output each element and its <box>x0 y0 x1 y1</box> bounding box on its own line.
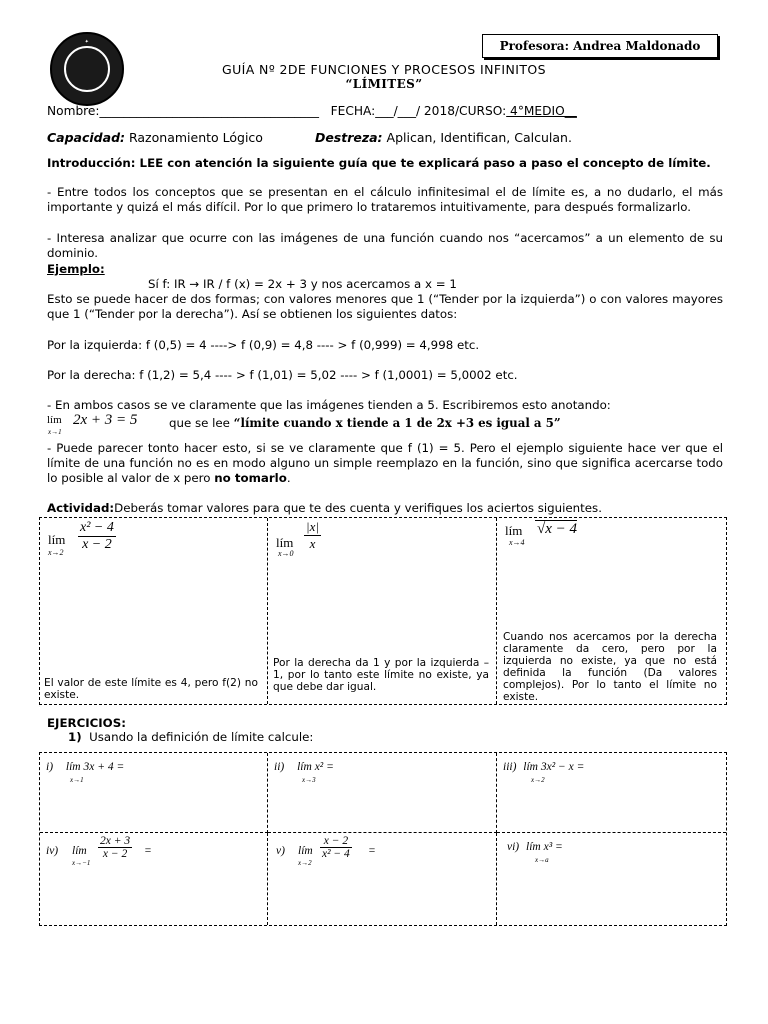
lim-subscript: x→2 <box>298 859 312 867</box>
actividad-line <box>47 501 602 516</box>
lim-word: lím <box>48 532 66 547</box>
derecha-values: Por la derecha: f (1,2) = 5,4 ---- > f (1,01) = 5,02 ---- > f (1,0001) = 5,0002 etc. <box>47 368 518 382</box>
fraction-denominator: x <box>309 536 316 551</box>
lim-read: “límite cuando x tiende a 1 de 2x +3 es igual a 5” <box>233 416 561 430</box>
capacidad-value: Razonamiento Lógico <box>125 130 263 145</box>
ejemplo-label: Ejemplo: <box>47 262 105 276</box>
lim-subscript: x→2 <box>531 776 545 784</box>
lim-subscript: x→1 <box>70 776 84 784</box>
limit-example-line <box>47 414 727 438</box>
p6-end: . <box>286 471 291 485</box>
fecha-field: ___/___/ 2018 <box>375 104 455 118</box>
profesora-box: Profesora: Andrea Maldonado <box>482 34 718 58</box>
destreza-label: Destreza: <box>314 130 383 145</box>
ejercicio-label: i) <box>46 761 54 773</box>
intro-paragraph: Introducción: LEE con atención la siguiente guía que te explicará paso a paso el concepto de límite. <box>47 156 711 170</box>
lim-read-prefix: que se lee <box>169 416 234 430</box>
ejercicio-label: v) <box>276 845 285 857</box>
lim-word: lím <box>298 845 313 857</box>
ejercicios-table <box>39 752 727 926</box>
fraction-denominator: x − 2 <box>82 537 112 552</box>
cell-note: Cuando nos acercamos por la derecha claramente da cero, pero por la izquierda no existe, ya que no está definida la función (Da valores complejos). Por lo tanto el límite no existe. <box>503 631 717 703</box>
fraction-numerator: 2x + 3 <box>100 835 131 847</box>
ejercicio-cell-iii[interactable] <box>497 753 726 833</box>
ejercicio-cell-v[interactable] <box>268 833 497 925</box>
nombre-label: Nombre: <box>47 104 100 118</box>
curso-label: /CURSO: <box>454 104 507 118</box>
lim-word: lím <box>297 761 312 773</box>
ejercicio-cell-i[interactable] <box>40 753 268 833</box>
fraction-numerator: x − 2 <box>320 835 352 848</box>
p6-emphasis: no tomarlo <box>214 471 287 485</box>
cell-note: El valor de este límite es 4, pero f(2) no existe. <box>44 677 258 701</box>
lim-expression: 2x + 3 = 5 <box>73 412 138 428</box>
lim-subscript: x→0 <box>278 549 294 558</box>
ejercicio-expression: x² = <box>314 761 334 773</box>
student-info-line <box>47 104 577 118</box>
actividad-cell-3 <box>497 518 726 704</box>
limit-fraction <box>320 835 352 860</box>
limit-fraction <box>98 835 132 860</box>
limit-fraction <box>304 519 321 552</box>
ejercicio-cell-iv[interactable] <box>40 833 268 925</box>
actividad-label: Actividad: <box>47 501 115 515</box>
ejercicio-expression: 3x² − x = <box>540 761 585 773</box>
lim-subscript: x→−1 <box>72 859 91 867</box>
sqrt-expression: √x − 4 <box>537 521 578 537</box>
intro-paragraph-5: - En ambos casos se ve claramente que las imágenes tienden a 5. Escribiremos esto anotando: <box>47 398 611 412</box>
lim-word: lím <box>505 523 523 538</box>
izquierda-values: Por la izquierda: f (0,5) = 4 ----> f (0,9) = 4,8 ---- > f (0,999) = 4,998 etc. <box>47 338 480 352</box>
curso-field: 4°MEDIO__ <box>506 104 577 118</box>
fraction-denominator: x − 2 <box>102 848 128 860</box>
intro-paragraph-3: - Interesa analizar que ocurre con las imágenes de una función cuando nos “acercamos” a un elemento de su dominio. <box>47 231 723 260</box>
ejercicio-label: ii) <box>274 761 285 773</box>
lim-subscript: x→2 <box>48 548 64 557</box>
equals-sign: = <box>368 845 376 857</box>
fraction-numerator: x² − 4 <box>80 520 114 535</box>
lim-subscript: x→4 <box>509 538 525 547</box>
ejemplo-definition: Sí f: IR → IR / f (x) = 2x + 3 y nos acercamos a x = 1 <box>148 277 457 291</box>
ejercicio-cell-ii[interactable] <box>268 753 497 833</box>
actividad-cell-2 <box>268 518 497 704</box>
ejercicio-text: Usando la definición de límite calcule: <box>89 730 314 744</box>
fraction-numerator: |x| <box>306 519 319 534</box>
ejercicios-title: EJERCICIOS: <box>47 716 126 730</box>
fraction-denominator: x² − 4 <box>322 848 350 860</box>
capacidad-label: Capacidad: <box>47 130 126 145</box>
capacidad-line <box>47 130 572 145</box>
lim-word: lím <box>47 414 62 426</box>
nombre-field: ____________________________________ <box>99 104 319 118</box>
lim-subscript: x→a <box>535 856 549 864</box>
lim-subscript: x→1 <box>48 428 62 436</box>
lim-word: lím <box>523 761 538 773</box>
ejercicio-label: iii) <box>503 761 517 773</box>
actividad-text: Deberás tomar valores para que te des cuenta y verifiques los aciertos siguientes. <box>114 501 602 515</box>
ejercicio-cell-vi[interactable] <box>497 833 726 925</box>
cell-note: Por la derecha da 1 y por la izquierda – 1, por lo tanto este límite no existe, ya que debe dar igual. <box>273 657 489 693</box>
intro-paragraph-2: - Entre todos los conceptos que se presentan en el cálculo infinitesimal el de límite es, a no dudarlo, el más importante y quizá el más difícil. Por lo que primero lo trataremos intuitivamente, para después formalizarlo. <box>47 185 723 214</box>
equals-sign: = <box>144 845 152 857</box>
lim-word: lím <box>72 845 87 857</box>
ejercicio-label: iv) <box>46 845 59 857</box>
intro-paragraph-4: Esto se puede hacer de dos formas; con valores menores que 1 (“Tender por la izquierda”) o con valores mayores que 1 (“Tender por la derecha”). Así se obtienen los siguientes datos: <box>47 292 723 321</box>
lim-word: lím <box>276 535 294 550</box>
lim-word: lím <box>526 841 541 853</box>
ejercicio-expression: 3x + 4 = <box>83 761 125 773</box>
ejercicio-expression: x³ = <box>543 841 563 853</box>
intro-paragraph-6 <box>47 441 723 486</box>
ejercicio-number: 1) <box>68 730 82 744</box>
p6-text: - Puede parecer tonto hacer esto, si se ve claramente que f (1) = 5. Pero el ejemplo siguiente hace ver que el límite de una función no es en modo alguno un simple reemplazo en la función, sino que significa acercarse todo lo posible al valor de x pero <box>47 441 723 485</box>
ejercicio-label: vi) <box>507 841 520 853</box>
logo-emblem-icon: ✦ <box>84 39 90 45</box>
fecha-label: FECHA: <box>330 104 376 118</box>
lim-subscript: x→3 <box>302 776 316 784</box>
limit-fraction <box>78 520 116 553</box>
page-subtitle: “LÍMITES” <box>345 77 423 91</box>
lim-word: lím <box>65 761 81 773</box>
actividad-cell-1 <box>40 518 268 704</box>
destreza-value: Aplican, Identifican, Calculan. <box>382 130 572 145</box>
page-title: GUÍA Nº 2DE FUNCIONES Y PROCESOS INFINITOS <box>222 62 546 77</box>
ejercicio-1 <box>68 730 313 745</box>
actividad-table <box>39 517 727 705</box>
